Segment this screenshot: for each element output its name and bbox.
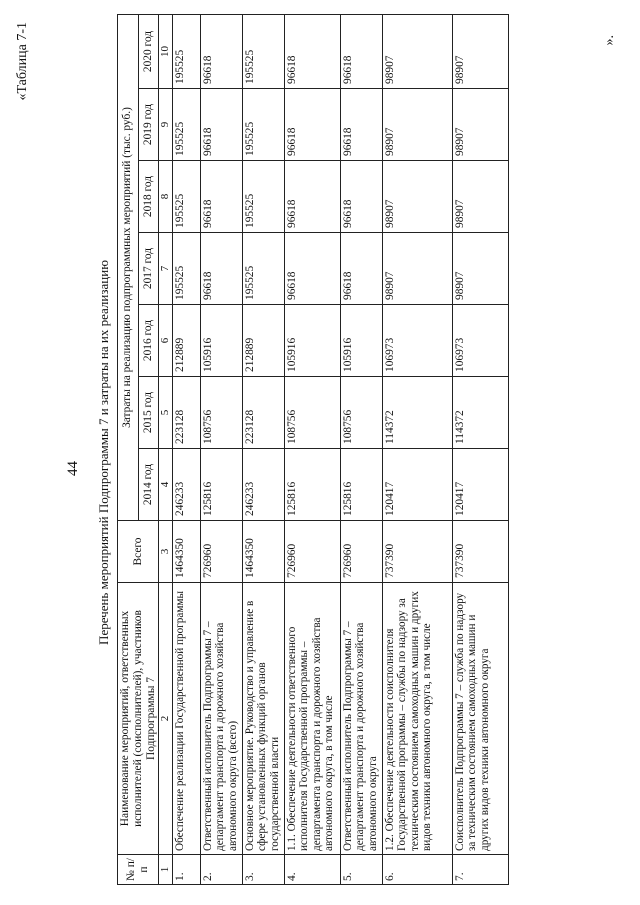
column-number: 5 [159,377,172,449]
costs-table [117,14,509,885]
row-value: 108756 [284,377,340,449]
header-year: 2016 год [138,305,159,377]
row-value: 96618 [284,161,340,233]
row-value: 125816 [340,449,382,521]
row-name: Соисполнитель Подпрограммы 7 – служба по надзору за техническим состоянием самоходных машин и других видов техники автономного округа [452,583,508,855]
row-value: 108756 [200,377,242,449]
row-value: 98907 [382,89,452,161]
header-num: № п/п [118,855,159,885]
row-value: 108756 [340,377,382,449]
row-value: 212889 [172,305,200,377]
row-value: 114372 [382,377,452,449]
row-value: 98907 [452,161,508,233]
header-year: 2015 год [138,377,159,449]
row-value: 195525 [242,233,284,305]
row-value: 105916 [340,305,382,377]
row-value: 96618 [284,89,340,161]
row-value: 125816 [200,449,242,521]
row-value: 195525 [172,14,200,88]
row-total: 1464350 [172,521,200,583]
row-num: 7. [452,855,508,885]
page-number: 44 [65,461,81,476]
header-year: 2019 год [138,89,159,161]
row-num: 6. [382,855,452,885]
row-num: 3. [242,855,284,885]
column-number: 10 [159,14,172,88]
column-number-row [159,14,172,884]
row-value: 212889 [242,305,284,377]
table-row [284,14,340,884]
row-value: 98907 [452,89,508,161]
row-total: 726960 [340,521,382,583]
column-number: 2 [159,583,172,855]
row-value: 120417 [382,449,452,521]
row-value: 96618 [340,233,382,305]
row-value: 195525 [172,161,200,233]
row-value: 96618 [284,14,340,88]
row-value: 195525 [172,233,200,305]
table-row [200,14,242,884]
header-year: 2014 год [138,449,159,521]
row-value: 195525 [242,161,284,233]
row-value: 195525 [242,14,284,88]
row-num: 5. [340,855,382,885]
column-number: 9 [159,89,172,161]
column-number: 1 [159,855,172,885]
row-value: 96618 [284,233,340,305]
header-name: Наименование мероприятий, ответственных исполнителей (соисполнителей), участников Подпрограммы 7 [118,583,159,855]
row-value: 105916 [284,305,340,377]
row-value: 105916 [200,305,242,377]
row-total: 1464350 [242,521,284,583]
row-name: 1.2. Обеспечение деятельности соисполнителя Государственной программы – службы по надзору за техническим состоянием самоходных машин и других видов техники автономного округа, в том числе [382,583,452,855]
row-name: Ответственный исполнитель Подпрограммы 7 – департамент транспорта и дорожного хозяйства автономного округа [340,583,382,855]
table-row [340,14,382,884]
row-name: Обеспечение реализации Государственной программы [172,583,200,855]
row-value: 195525 [172,89,200,161]
row-value: 96618 [200,161,242,233]
header-costs: Затраты на реализацию подпрограммных мероприятий (тыс. руб.) [118,14,139,520]
table-row [242,14,284,884]
column-number: 7 [159,233,172,305]
row-value: 223128 [172,377,200,449]
row-value: 96618 [200,14,242,88]
row-name: 1.1. Обеспечение деятельности ответственного исполнителя Государственной программы – департамента транспорта и дорожного хозяйства автономного округа, в том числе [284,583,340,855]
row-total: 726960 [284,521,340,583]
row-value: 96618 [200,233,242,305]
closing-quote: ». [602,35,617,46]
column-number: 8 [159,161,172,233]
row-value: 96618 [340,89,382,161]
row-value: 96618 [340,14,382,88]
row-value: 223128 [242,377,284,449]
header-year: 2020 год [138,14,159,88]
row-value: 106973 [382,305,452,377]
row-total: 737390 [382,521,452,583]
row-value: 98907 [382,14,452,88]
table-row [382,14,452,884]
row-value: 96618 [200,89,242,161]
document-title: Перечень мероприятий Подпрограммы 7 и затраты на их реализацию [96,260,111,645]
row-name: Ответственный исполнитель Подпрограммы 7 – департамент транспорта и дорожного хозяйства автономного округа (всего) [200,583,242,855]
row-value: 195525 [242,89,284,161]
table-row [452,14,508,884]
row-total: 726960 [200,521,242,583]
row-num: 2. [200,855,242,885]
row-value: 120417 [452,449,508,521]
table-label: «Таблица 7-1 [15,22,30,101]
row-value: 246233 [172,449,200,521]
row-num: 4. [284,855,340,885]
row-value: 98907 [382,161,452,233]
row-value: 98907 [382,233,452,305]
row-num: 1. [172,855,200,885]
header-year: 2017 год [138,233,159,305]
header-year: 2018 год [138,161,159,233]
row-value: 246233 [242,449,284,521]
row-value: 98907 [452,233,508,305]
row-value: 125816 [284,449,340,521]
row-name: Основное мероприятие. Руководство и управление в сфере установленных функций органов государственной власти [242,583,284,855]
header-total: Всего [118,521,159,583]
row-total: 737390 [452,521,508,583]
row-value: 106973 [452,305,508,377]
column-number: 3 [159,521,172,583]
row-value: 114372 [452,377,508,449]
column-number: 6 [159,305,172,377]
row-value: 96618 [340,161,382,233]
table-row [172,14,200,884]
row-value: 98907 [452,14,508,88]
column-number: 4 [159,449,172,521]
